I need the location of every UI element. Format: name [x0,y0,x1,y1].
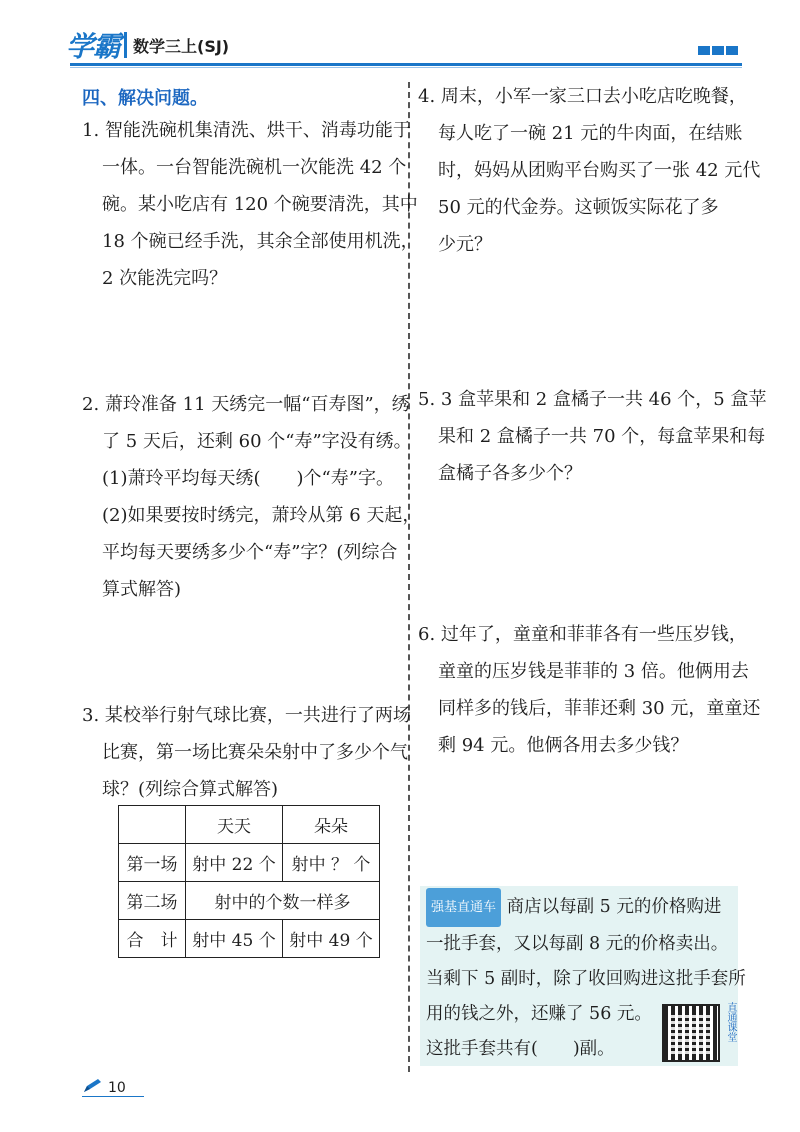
question-line: 童童的压岁钱是菲菲的 3 倍。他俩用去 [438,661,749,682]
table-cell: 射中 ？ 个 [283,844,380,882]
question-line: 算式解答) [102,579,182,600]
question-2 [82,386,420,608]
qr-code-icon[interactable] [662,1004,720,1062]
table-cell: 第二场 [119,882,186,920]
table-cell [119,806,186,844]
table-row [119,920,380,958]
table-cell: 朵朵 [283,806,380,844]
question-line: 剩 94 元。他俩各用去多少钱？ [438,735,689,756]
challenge-line: 一批手套，又以每副 8 元的价格卖出。 [426,934,729,954]
table-cell: 射中 49 个 [283,920,380,958]
question-1 [82,112,419,297]
score-table [118,805,380,958]
logo-divider [124,32,127,58]
question-line: 一体。一台智能洗碗机一次能洗 42 个 [102,157,407,178]
challenge-line: 当剩下 5 副时，除了收回购进这批手套所 [426,969,746,989]
question-line: 4. 周末，小军一家三口去小吃店吃晚餐， [418,86,747,107]
table-cell: 射中的个数一样多 [186,882,380,920]
logo-text: 学霸 [66,30,121,63]
question-line: (2)如果要按时绣完，萧玲从第 6 天起， [102,505,421,526]
question-line: 果和 2 盒橘子一共 70 个，每盒苹果和每 [438,426,766,447]
header-tag-mark [698,46,710,55]
footer-rule [82,1096,144,1097]
table-cell: 天天 [186,806,283,844]
table-row [119,882,380,920]
question-6 [418,616,760,764]
table-row [119,806,380,844]
table-cell: 射中 22 个 [186,844,283,882]
question-line: 少元？ [438,234,492,255]
question-line: 平均每天要绣多少个“寿”字？(列综合 [102,542,398,563]
question-line: 1. 智能洗碗机集清洗、烘干、消毒功能于 [82,120,411,141]
question-line: 比赛，第一场比赛朵朵射中了多少个气 [102,742,408,763]
challenge-line: 用的钱之外，还赚了 56 元。 [426,1004,652,1024]
question-line: 碗。某小吃店有 120 个碗要清洗，其中 [102,194,418,215]
page-header [0,0,800,78]
header-tag-mark [712,46,724,55]
question-line: 6. 过年了，童童和菲菲各有一些压岁钱， [418,624,747,645]
question-line: 50 元的代金券。这顿饭实际花了多 [438,197,719,218]
question-line: 每人吃了一碗 21 元的牛肉面，在结账 [438,123,743,144]
section-title: 四、解决问题。 [82,88,208,109]
question-line: 18 个碗已经手洗，其余全部使用机洗， [102,231,419,252]
page-number: 10 [108,1080,126,1096]
question-line: 5. 3 盒苹果和 2 盒橘子一共 46 个，5 盒苹 [418,389,767,410]
header-tag-mark [726,46,738,55]
table-cell: 第一场 [119,844,186,882]
question-line: 同样多的钱后，菲菲还剩 30 元，童童还 [438,698,761,719]
header-rule [70,63,742,66]
question-line: 2 次能洗完吗？ [102,268,228,289]
challenge-badge: 强基直通车 [426,888,501,927]
question-line: 球？(列综合算式解答) [102,779,279,800]
question-line: (1)萧玲平均每天绣( )个“寿”字。 [102,468,394,489]
question-line: 了 5 天后，还剩 60 个“寿”字没有绣。 [102,431,412,452]
pencil-icon [82,1078,104,1094]
question-line: 时，妈妈从团购平台购买了一张 42 元代 [438,160,761,181]
question-5 [418,381,767,492]
challenge-first-line: 商店以每副 5 元的价格购进 [506,897,722,917]
table-row [119,844,380,882]
challenge-line: 这批手套共有( )副。 [426,1039,615,1059]
brand-logo [66,28,229,62]
table-cell: 合 计 [119,920,186,958]
question-line: 盒橘子各多少个？ [438,463,582,484]
question-line: 2. 萧玲准备 11 天绣完一幅“百寿图”，绣 [82,394,410,415]
question-line: 3. 某校举行射气球比赛，一共进行了两场 [82,705,411,726]
qr-label: 直通课堂 [725,1002,736,1042]
table-cell: 射中 45 个 [186,920,283,958]
question-3 [82,697,411,808]
book-title: 数学三上(SJ) [133,36,230,56]
header-rule-thin [70,67,742,68]
question-4 [418,78,760,263]
challenge-line [426,888,746,927]
